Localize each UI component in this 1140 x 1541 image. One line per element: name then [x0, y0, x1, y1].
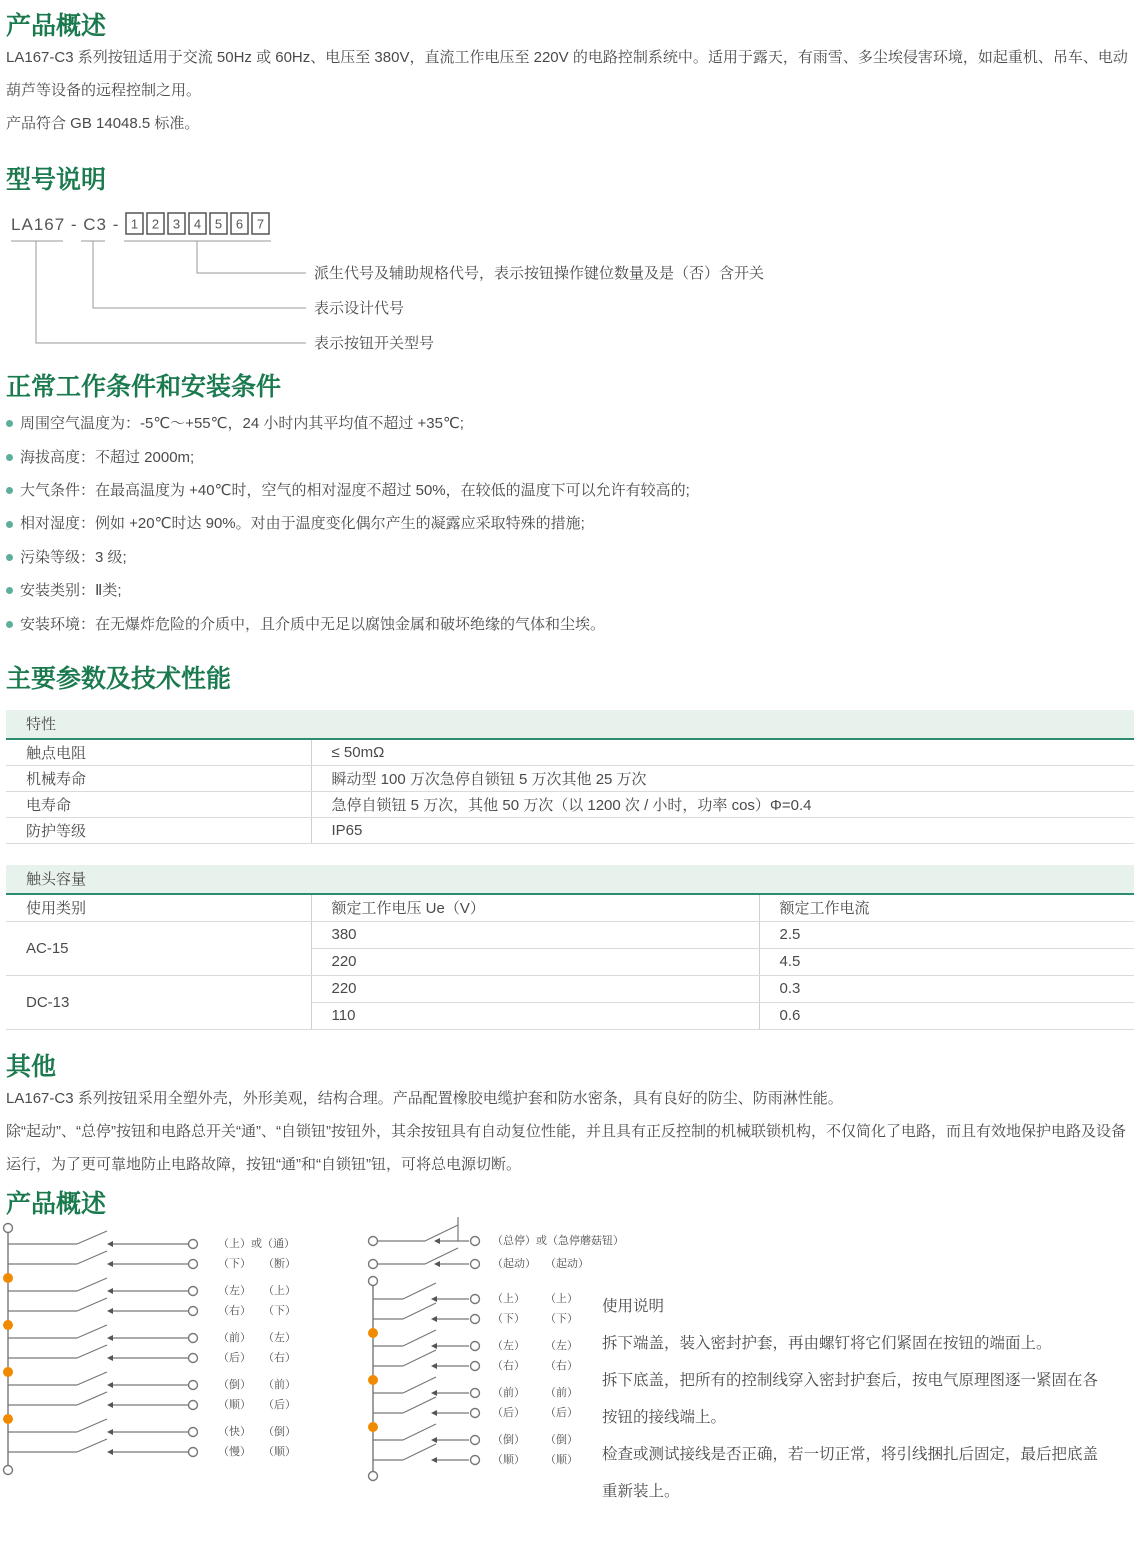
terminal-circle: [369, 1237, 378, 1246]
terminal-circle: [189, 1260, 198, 1269]
switch-label: （前）: [218, 1332, 251, 1345]
terminal-circle: [471, 1295, 480, 1304]
rated-voltage: 110: [311, 1002, 759, 1029]
rated-current: 0.3: [759, 975, 1134, 1002]
actuation-arrow-icon: [431, 1437, 437, 1443]
switch-label: （下）: [218, 1258, 251, 1271]
switch-label: （左）: [545, 1340, 578, 1353]
digit-label: 6: [235, 216, 244, 231]
switch-label: （断）: [263, 1258, 296, 1271]
rated-current: 2.5: [759, 921, 1134, 948]
condition-text: 安装环境：在无爆炸危险的介质中，且介质中无足以腐蚀金属和破坏绝缘的气体和尘埃。: [20, 615, 606, 633]
switch-blade: [403, 1397, 436, 1413]
switch-blade: [403, 1283, 436, 1299]
actuation-arrow-icon: [431, 1296, 437, 1302]
callout-design-code: 表示设计代号: [314, 299, 405, 317]
switch-label: （倒）: [545, 1434, 578, 1447]
switch-label: （后）: [545, 1407, 578, 1420]
condition-item: [6, 407, 1134, 440]
rated-voltage: 220: [311, 948, 759, 975]
switch-label: （上）或（通）: [218, 1238, 295, 1251]
characteristics-table: [6, 740, 1134, 844]
table-row: [6, 765, 1134, 791]
switch-label: （总停）或（急停蘑菇钮）: [492, 1235, 624, 1248]
junction-dot: [368, 1375, 378, 1385]
digit-label: 1: [130, 216, 139, 231]
switch-label: （倒）: [218, 1379, 251, 1392]
terminal-circle: [471, 1315, 480, 1324]
digit-label: 7: [256, 216, 265, 231]
terminal-circle: [189, 1287, 198, 1296]
other-paragraph-1: LA167-C3 系列按钮采用全塑外壳，外形美观，结构合理。产品配置橡胶电缆护套和防水密条，具有良好的防尘、防雨淋性能。: [6, 1089, 843, 1107]
switch-label: （上）: [492, 1293, 525, 1306]
terminal-circle: [471, 1409, 480, 1418]
utilization-category: DC-13: [6, 975, 311, 1029]
model-prefix-text: LA167 - C3 -: [11, 214, 120, 234]
bus-top-terminal: [4, 1224, 13, 1233]
switch-label: （右）: [218, 1305, 251, 1318]
terminal-circle: [189, 1428, 198, 1437]
actuation-arrow-icon: [107, 1288, 113, 1294]
contact-capacity-table: [6, 895, 1134, 1030]
switch-blade: [403, 1377, 436, 1393]
bullet-icon: [6, 621, 13, 628]
switch-label: （上）: [263, 1285, 296, 1298]
actuation-arrow-icon: [431, 1410, 437, 1416]
terminal-circle: [189, 1240, 198, 1249]
band-label: 特性: [26, 716, 57, 734]
terminal-circle: [471, 1436, 480, 1445]
param-value: ≤ 50mΩ: [311, 740, 1134, 766]
actuation-arrow-icon: [107, 1261, 113, 1267]
section-title-working-conditions: 正常工作条件和安装条件: [6, 372, 282, 401]
section-title-circuit-overview: 产品概述: [6, 1189, 107, 1218]
switch-label: （下）: [492, 1313, 525, 1326]
section-title-model-designation: 型号说明: [6, 165, 107, 194]
condition-item: [6, 474, 1134, 507]
digit-label: 4: [193, 216, 202, 231]
terminal-circle: [471, 1342, 480, 1351]
actuation-arrow-icon: [107, 1308, 113, 1314]
switch-blade: [403, 1444, 436, 1460]
rated-current: 0.6: [759, 1002, 1134, 1029]
condition-item: [6, 441, 1134, 474]
table-header-row: [6, 895, 1134, 922]
bus-top-terminal: [369, 1277, 378, 1286]
bullet-icon: [6, 587, 13, 594]
bullet-icon: [6, 554, 13, 561]
actuation-arrow-icon: [107, 1335, 113, 1341]
param-name: 触点电阻: [6, 740, 311, 766]
switch-label: （顺）: [545, 1454, 578, 1467]
bullet-icon: [6, 487, 13, 494]
condition-text: 大气条件：在最高温度为 +40℃时，空气的相对湿度不超过 50%，在较低的温度下可以允许有较高的;: [20, 482, 690, 500]
callout-line-derived: [197, 241, 306, 273]
param-value: 急停自锁钮 5 万次，其他 50 万次（以 1200 次 / 小时，功率 cos）Φ=0.4: [311, 791, 1134, 817]
switch-label: （顺）: [263, 1446, 296, 1459]
switch-label: （倒）: [492, 1434, 525, 1447]
rated-current: 4.5: [759, 948, 1134, 975]
terminal-circle: [471, 1237, 480, 1246]
other-paragraph-2: 除“起动”、“总停”按钮和电路总开关“通”、“自锁钮”按钮外，其余按钮具有自动复位性能，并且具有正反控制的机械联锁机构，不仅简化了电路，而且有效地保护电路及设备运行，为了更可靠地防止电路故障，按钮“通”和“自锁钮”钮，可将总电源切断。: [6, 1122, 1126, 1173]
switch-label: （左）: [263, 1332, 296, 1345]
switch-blade: [77, 1345, 107, 1358]
callout-line-design: [93, 241, 306, 308]
param-value: 瞬动型 100 万次急停自锁钮 5 万次其他 25 万次: [311, 765, 1134, 791]
switch-blade: [77, 1372, 107, 1385]
usage-notes: [602, 1288, 1140, 1510]
actuation-arrow-icon: [431, 1343, 437, 1349]
switch-label: （下）: [263, 1305, 296, 1318]
conditions-list: [6, 407, 1134, 641]
terminal-circle: [189, 1334, 198, 1343]
table-row: [6, 921, 1134, 948]
callout-line-type: [36, 241, 306, 343]
actuation-arrow-icon: [107, 1355, 113, 1361]
param-value: IP65: [311, 817, 1134, 843]
actuation-arrow-icon: [107, 1429, 113, 1435]
switch-blade: [77, 1419, 107, 1432]
param-name: 电寿命: [6, 791, 311, 817]
switch-blade: [77, 1392, 107, 1405]
condition-text: 海拔高度：不超过 2000m;: [20, 448, 195, 466]
switch-blade: [403, 1330, 436, 1346]
switch-label: （前）: [492, 1387, 525, 1400]
digit-label: 2: [151, 216, 160, 231]
switch-label: （右）: [545, 1360, 578, 1373]
table-row: [6, 817, 1134, 843]
actuation-arrow-icon: [431, 1316, 437, 1322]
terminal-circle: [189, 1354, 198, 1363]
actuation-arrow-icon: [431, 1390, 437, 1396]
switch-blade: [425, 1225, 458, 1241]
switch-blade: [403, 1424, 436, 1440]
utilization-category: AC-15: [6, 921, 311, 975]
actuation-arrow-icon: [431, 1457, 437, 1463]
bus-bottom-terminal: [369, 1472, 378, 1481]
rated-voltage: 220: [311, 975, 759, 1002]
junction-dot: [3, 1414, 13, 1424]
terminal-circle: [471, 1389, 480, 1398]
switch-label: （左）: [218, 1285, 251, 1298]
callout-type-code: 表示按钮开关型号: [314, 334, 435, 352]
table-band-characteristics: [6, 710, 1134, 740]
switch-label: （上）: [545, 1293, 578, 1306]
switch-blade: [403, 1350, 436, 1366]
switch-label: （右）: [492, 1360, 525, 1373]
switch-blade: [77, 1231, 107, 1244]
condition-text: 安装类别：Ⅱ类;: [20, 582, 122, 600]
column-header: 额定工作电流: [759, 895, 1134, 922]
switch-label: （前）: [263, 1379, 296, 1392]
actuation-arrow-icon: [434, 1261, 440, 1267]
usage-line: 按钮的接线端上。: [602, 1409, 727, 1427]
switch-blade: [77, 1251, 107, 1264]
condition-item: [6, 608, 1134, 641]
overview-paragraph-1: LA167-C3 系列按钮适用于交流 50Hz 或 60Hz、电压至 380V，直流工作电压至 220V 的电路控制系统中。适用于露天，有雨雪、多尘埃侵害环境，如起重机、吊车、电动葫芦等设备的远程控制之用。: [6, 48, 1128, 99]
model-code-diagram: [6, 203, 1134, 363]
switch-label: （下）: [545, 1313, 578, 1326]
digit-label: 3: [172, 216, 181, 231]
model-digit-boxes: [126, 213, 269, 234]
section-title-other: 其他: [6, 1052, 57, 1081]
junction-dot: [3, 1320, 13, 1330]
section-title-product-overview: 产品概述: [6, 12, 107, 40]
switch-label: （倒）: [263, 1426, 296, 1439]
table-row: [6, 791, 1134, 817]
switch-label: （前）: [545, 1387, 578, 1400]
usage-line: 重新装上。: [602, 1483, 680, 1501]
switch-blade: [77, 1278, 107, 1291]
condition-item: [6, 541, 1134, 574]
column-header: 额定工作电压 Ue（V）: [311, 895, 759, 922]
switch-blade: [77, 1325, 107, 1338]
condition-text: 污染等级：3 级;: [20, 548, 127, 566]
table-band-contact-capacity: [6, 865, 1134, 895]
circuit-diagram-area: [6, 1222, 1134, 1501]
usage-line: 拆下底盖，把所有的控制线穿入密封护套后，按电气原理图逐一紧固在各: [602, 1372, 1099, 1390]
overview-paragraph-2: 产品符合 GB 14048.5 标准。: [6, 114, 200, 132]
switch-blade: [77, 1298, 107, 1311]
switch-label: （快）: [218, 1426, 251, 1439]
actuation-arrow-icon: [107, 1382, 113, 1388]
section-title-main-parameters: 主要参数及技术性能: [6, 665, 232, 694]
junction-dot: [3, 1273, 13, 1283]
terminal-circle: [369, 1260, 378, 1269]
switch-label: （顺）: [492, 1454, 525, 1467]
switch-label: （右）: [263, 1352, 296, 1365]
bullet-icon: [6, 420, 13, 427]
switch-blade: [425, 1248, 458, 1264]
actuation-arrow-icon: [434, 1238, 440, 1244]
switch-blade: [77, 1439, 107, 1452]
column-header: 使用类别: [6, 895, 311, 922]
switch-label: （左）: [492, 1340, 525, 1353]
terminal-circle: [189, 1307, 198, 1316]
table-row: [6, 740, 1134, 766]
callout-derived-code: 派生代号及辅助规格代号，表示按钮操作键位数量及是（否）含开关: [314, 264, 765, 282]
condition-item: [6, 574, 1134, 607]
actuation-arrow-icon: [107, 1241, 113, 1247]
condition-item: [6, 507, 1134, 540]
bullet-icon: [6, 454, 13, 461]
param-name: 机械寿命: [6, 765, 311, 791]
terminal-circle: [189, 1381, 198, 1390]
actuation-arrow-icon: [431, 1363, 437, 1369]
condition-text: 周围空气温度为：-5℃～+55℃，24 小时内其平均值不超过 +35℃;: [20, 415, 464, 433]
terminal-circle: [189, 1448, 198, 1457]
actuation-arrow-icon: [107, 1449, 113, 1455]
band-label: 触头容量: [26, 871, 87, 889]
param-name: 防护等级: [6, 817, 311, 843]
rated-voltage: 380: [311, 921, 759, 948]
switch-label: （后）: [263, 1399, 296, 1412]
terminal-circle: [189, 1401, 198, 1410]
terminal-circle: [471, 1362, 480, 1371]
switch-label: （起动）: [492, 1258, 536, 1271]
switch-label: （慢）: [218, 1446, 251, 1459]
usage-title: 使用说明: [602, 1298, 665, 1316]
digit-label: 5: [214, 216, 223, 231]
switch-label: （顺）: [218, 1399, 251, 1412]
terminal-circle: [471, 1260, 480, 1269]
junction-dot: [3, 1367, 13, 1377]
table-row: [6, 975, 1134, 1002]
terminal-circle: [471, 1456, 480, 1465]
usage-line: 检查或测试接线是否正确，若一切正常，将引线捆扎后固定，最后把底盖: [602, 1446, 1099, 1464]
condition-text: 相对湿度：例如 +20℃时达 90%。对由于温度变化偶尔产生的凝露应采取特殊的措施;: [20, 515, 585, 533]
junction-dot: [368, 1422, 378, 1432]
usage-line: 拆下端盖，装入密封护套，再由螺钉将它们紧固在按钮的端面上。: [602, 1335, 1052, 1353]
switch-label: （起动）: [545, 1258, 589, 1271]
bullet-icon: [6, 521, 13, 528]
switch-label: （后）: [492, 1407, 525, 1420]
bus-bottom-terminal: [4, 1466, 13, 1475]
actuation-arrow-icon: [107, 1402, 113, 1408]
junction-dot: [368, 1328, 378, 1338]
switch-label: （后）: [218, 1352, 251, 1365]
switch-blade: [403, 1303, 436, 1319]
